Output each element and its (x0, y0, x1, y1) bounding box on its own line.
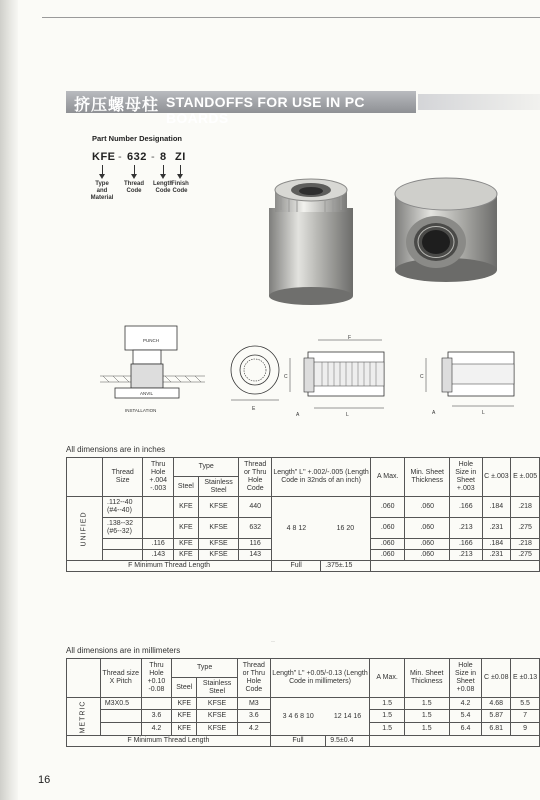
cell-e: .218 (511, 497, 540, 518)
cell-hole: .143 (143, 550, 174, 561)
cell-sheet: .060 (405, 539, 450, 550)
corner-cell (67, 458, 103, 497)
cell-holesize: .213 (450, 550, 483, 561)
th-length: Length" L" +.002/-.005 (Length Code in 32nds of an inch) (272, 458, 371, 497)
table-row (67, 698, 540, 710)
th-hole-size: Hole Size in Sheet +0.08 (449, 659, 482, 698)
cell-c: .231 (482, 518, 511, 539)
footer-empty (371, 561, 540, 572)
th-a-max: A Max. (370, 659, 405, 698)
pn-arrow-2 (134, 165, 135, 175)
installation-label: INSTALLATION (125, 408, 157, 413)
pn-arrow-4 (180, 165, 181, 175)
cell-hole: 3.6 (141, 710, 172, 723)
table-mm (66, 658, 540, 747)
cell-size (100, 710, 141, 723)
cell-c: 5.87 (482, 710, 511, 723)
footer-value: 9.5±0.4 (326, 736, 370, 747)
cell-e: 9 (511, 723, 540, 736)
cell-size: M3X0.5 (100, 698, 141, 710)
cell-e: 7 (511, 710, 540, 723)
pn-sep-1: - (118, 151, 123, 163)
section-view-threaded (282, 332, 392, 422)
installation-drawing (95, 322, 210, 417)
cell-holesize: .213 (450, 518, 483, 539)
th-c: C ±0.08 (482, 659, 511, 698)
title-english: STANDOFFS FOR USE IN PC BOARDS (166, 94, 365, 126)
pn-finish: ZI (175, 151, 186, 163)
cell-a: 1.5 (370, 698, 405, 710)
cell-c: .231 (482, 550, 511, 561)
cell-e: 5.5 (511, 698, 540, 710)
table-inches-caption: All dimensions are in inches (66, 445, 166, 454)
length-codes-a: 3 4 6 8 10 (270, 698, 325, 736)
th-stainless: Stainless Steel (197, 678, 238, 698)
pn-label-finish: Finish Code (171, 181, 189, 194)
dim-a-label: A (296, 412, 300, 418)
cell-stainless: KFSE (198, 497, 239, 518)
pn-thread: 632 (127, 151, 147, 163)
cell-sheet: .060 (405, 518, 450, 539)
dim-l-label-2: L (482, 410, 485, 416)
cell-stainless: KFSE (198, 518, 239, 539)
th-thread-code: Thread or Thru Hole Code (239, 458, 272, 497)
th-thread-code: Thread or Thru Hole Code (237, 659, 270, 698)
th-type: Type (172, 659, 238, 678)
cell-stainless: KFSE (197, 710, 238, 723)
th-min-sheet: Min. Sheet Thickness (404, 659, 449, 698)
footer-full: Full (270, 736, 325, 747)
cell-c: 4.68 (482, 698, 511, 710)
cell-code: 3.6 (237, 710, 270, 723)
cell-stainless: KFSE (198, 539, 239, 550)
cell-code: 4.2 (237, 723, 270, 736)
cell-code: M3 (237, 698, 270, 710)
cell-stainless: KFSE (197, 723, 238, 736)
pn-length: 8 (160, 151, 167, 163)
cell-hole (143, 497, 174, 518)
cell-steel: KFE (172, 710, 197, 723)
cell-sheet: .060 (405, 497, 450, 518)
th-min-sheet: Min. Sheet Thickness (405, 458, 450, 497)
cell-code: 632 (239, 518, 272, 539)
cell-code: 116 (239, 539, 272, 550)
footer-label: F Minimum Thread Length (67, 561, 272, 572)
footer-empty (370, 736, 540, 747)
th-thru-hole: Thru Hole +.004 -.003 (143, 458, 174, 497)
cell-holesize: .166 (450, 497, 483, 518)
th-steel: Steel (172, 678, 197, 698)
cell-hole: .116 (143, 539, 174, 550)
print-speck: ·· (271, 639, 275, 645)
cell-holesize: 6.4 (449, 723, 482, 736)
book-spine-shadow (0, 0, 18, 800)
cell-steel: KFE (172, 723, 197, 736)
table-mm-caption: All dimensions are in millimeters (66, 646, 181, 655)
length-codes-b: 12 14 16 (326, 698, 370, 736)
title-chinese: 挤压螺母柱 (74, 95, 160, 114)
table-inches (66, 457, 540, 572)
cell-holesize: 4.2 (449, 698, 482, 710)
cell-sheet: .060 (405, 550, 450, 561)
corner-cell (67, 659, 101, 698)
dim-c-label-2: C (420, 374, 424, 380)
cell-sheet: 1.5 (404, 723, 449, 736)
dim-l-label: L (346, 412, 349, 418)
dim-c-label: C (284, 374, 288, 380)
pn-sep-2: - (151, 151, 156, 163)
section-title-bar (66, 91, 416, 126)
part-number-heading: Part Number Designation (92, 134, 183, 143)
table-row (67, 497, 540, 518)
cell-a: .060 (371, 497, 405, 518)
cell-steel: KFE (174, 550, 199, 561)
th-e: E ±.005 (511, 458, 540, 497)
cell-c: .184 (482, 539, 511, 550)
cell-holesize: 5.4 (449, 710, 482, 723)
end-view-drawing (225, 340, 285, 415)
th-steel: Steel (174, 477, 199, 497)
group-label-unified: UNIFIED (67, 497, 103, 561)
cell-size (100, 723, 141, 736)
table-footer-row (67, 561, 540, 572)
cell-size: .112--40 (#4--40) (103, 497, 143, 518)
cell-stainless: KFSE (198, 550, 239, 561)
cell-a: .060 (371, 539, 405, 550)
th-c: C ±.003 (482, 458, 511, 497)
cell-sheet: 1.5 (404, 710, 449, 723)
cell-size (103, 550, 143, 561)
cell-hole: 4.2 (141, 723, 172, 736)
th-stainless: Stainless Steel (198, 477, 239, 497)
footer-label: F Minimum Thread Length (67, 736, 271, 747)
cell-steel: KFE (174, 518, 199, 539)
top-rule (42, 17, 540, 18)
cell-a: 1.5 (370, 723, 405, 736)
dim-a-label-2: A (432, 410, 436, 416)
cell-size: .138--32 (#6--32) (103, 518, 143, 539)
pn-arrow-1 (102, 165, 103, 175)
cell-hole (143, 518, 174, 539)
dim-f-label: F (348, 335, 352, 341)
title-bar-fade (418, 94, 540, 110)
footer-full: Full (272, 561, 321, 572)
cell-e: .275 (511, 550, 540, 561)
pn-arrow-3 (163, 165, 164, 175)
pn-label-type: Type and Material (90, 181, 114, 201)
th-length: Length" L" +0.05/-0.13 (Length Code in millimeters) (270, 659, 370, 698)
length-codes-b: 16 20 (321, 497, 371, 561)
cell-steel: KFE (174, 539, 199, 550)
cell-stainless: KFSE (197, 698, 238, 710)
standoff-photo (255, 160, 520, 320)
page-number: 16 (38, 774, 51, 786)
th-thru-hole: Thru Hole +0.10 -0.08 (141, 659, 172, 698)
table-footer-row (67, 736, 540, 747)
cell-e: .275 (511, 518, 540, 539)
cell-a: .060 (371, 550, 405, 561)
cell-code: 143 (239, 550, 272, 561)
th-thread-size: Thread size X Pitch (100, 659, 141, 698)
length-codes-a: 4 8 12 (272, 497, 321, 561)
pn-type: KFE (92, 151, 116, 163)
anvil-label: ANVIL (140, 391, 154, 396)
section-view-thru-hole (412, 340, 522, 420)
group-label-metric: METRIC (67, 698, 101, 736)
th-type: Type (174, 458, 239, 477)
cell-hole (141, 698, 172, 710)
cell-a: 1.5 (370, 710, 405, 723)
punch-label: PUNCH (143, 338, 160, 343)
th-hole-size: Hole Size in Sheet +.003 (450, 458, 483, 497)
cell-c: 6.81 (482, 723, 511, 736)
dim-e-label: E (252, 406, 256, 412)
cell-sheet: 1.5 (404, 698, 449, 710)
cell-code: 440 (239, 497, 272, 518)
cell-c: .184 (482, 497, 511, 518)
cell-holesize: .166 (450, 539, 483, 550)
pn-label-length: Length Code (153, 181, 173, 194)
pn-label-thread: Thread Code (123, 181, 144, 194)
th-e: E ±0.13 (511, 659, 540, 698)
cell-a: .060 (371, 518, 405, 539)
th-thread-size: Thread Size (103, 458, 143, 497)
cell-size (103, 539, 143, 550)
th-a-max: A Max. (371, 458, 405, 497)
cell-steel: KFE (172, 698, 197, 710)
footer-value: .375±.15 (321, 561, 371, 572)
cell-steel: KFE (174, 497, 199, 518)
cell-e: .218 (511, 539, 540, 550)
